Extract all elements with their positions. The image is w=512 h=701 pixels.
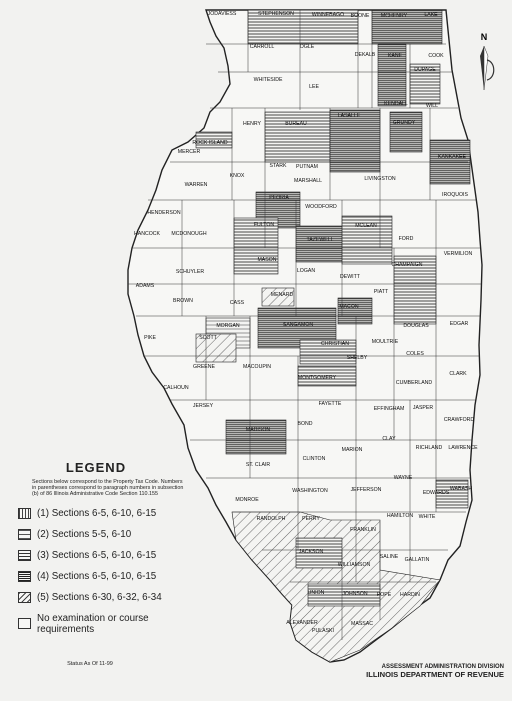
county-label-alexander: ALEXANDER: [286, 620, 318, 626]
county-label-madison: MADISON: [245, 427, 271, 433]
county-label-marshall: MARSHALL: [294, 178, 322, 184]
county-label-putnam: PUTNAM: [296, 164, 318, 170]
legend-item: [18, 571, 184, 582]
county-label-johnson: JOHNSON: [342, 591, 368, 597]
county-label-macoupin: MACOUPIN: [243, 364, 271, 370]
county-label-clark: CLARK: [449, 371, 467, 377]
county-label-henderson: HENDERSON: [147, 210, 181, 216]
county-label-union: UNION: [307, 590, 325, 596]
county-label-logan: LOGAN: [296, 268, 316, 274]
county-label-bond: BOND: [297, 421, 313, 427]
legend-item-label: No examination or course requirements: [37, 612, 149, 635]
county-label-coles: COLES: [406, 351, 424, 357]
county-label-crawford: CRAWFORD: [443, 417, 475, 423]
region-bureau: [265, 112, 330, 162]
legend-swatch: [18, 592, 31, 603]
county-label-clay: CLAY: [382, 436, 396, 442]
county-label-grundy: GRUNDY: [392, 120, 416, 126]
north-arrow-letter: N: [480, 32, 488, 42]
county-label-ogle: OGLE: [299, 44, 315, 50]
county-label-douglas: DOUGLAS: [403, 323, 429, 329]
county-label-schuyler: SCHUYLER: [175, 269, 205, 275]
county-label-iroquois: IROQUOIS: [442, 192, 468, 198]
county-label-lasalle: LASALLE: [337, 113, 361, 119]
county-label-effingham: EFFINGHAM: [373, 406, 405, 412]
county-label-jefferson: JEFFERSON: [350, 487, 382, 493]
county-label-st-clair: ST. CLAIR: [245, 462, 271, 468]
county-label-cook: COOK: [428, 53, 444, 59]
county-label-lake: LAKE: [424, 12, 438, 18]
legend: [8, 458, 184, 635]
legend-item: [18, 613, 184, 635]
county-label-ford: FORD: [398, 236, 414, 242]
county-label-hancock: HANCOCK: [134, 231, 160, 237]
region-grundy: [390, 112, 422, 152]
county-label-livingston: LIVINGSTON: [364, 176, 396, 182]
county-label-hamilton: HAMILTON: [386, 513, 414, 519]
county-label-moultrie: MOULTRIE: [371, 339, 399, 345]
county-label-perry: PERRY: [302, 516, 320, 522]
county-label-adams: ADAMS: [135, 283, 155, 289]
region-tazewell: [296, 226, 344, 262]
county-label-washington: WASHINGTON: [292, 488, 328, 494]
county-label-white: WHITE: [418, 514, 436, 520]
county-label-dupage: DUPAGE: [414, 67, 436, 73]
county-label-carroll: CARROLL: [249, 44, 275, 50]
region-madison: [226, 420, 286, 454]
county-label-pope: POPE: [376, 592, 392, 598]
county-label-edgar: EDGAR: [449, 321, 469, 327]
county-label-kane: KANE: [387, 53, 403, 59]
county-label-brown: BROWN: [173, 298, 193, 304]
county-label-jersey: JERSEY: [192, 403, 214, 409]
county-label-massac: MASSAC: [351, 621, 373, 627]
county-label-warren: WARREN: [184, 182, 208, 188]
credits: [334, 664, 504, 679]
county-label-champaign: CHAMPAIGN: [391, 262, 423, 268]
legend-item-label: (2) Sections 5-5, 6-10: [37, 528, 132, 540]
county-label-dewitt: DEWITT: [340, 274, 360, 280]
legend-note: Sections below correspond to the Property Tax Code. Numbers in parentheses correspond to paragraph numbers in subsection (b) of 86 Illinois Administrative Code Section 110.155: [32, 479, 184, 498]
county-label-shelby: SHELBY: [346, 355, 368, 361]
county-label-gallatin: GALLATIN: [404, 557, 430, 563]
county-label-bureau: BUREAU: [285, 121, 307, 127]
legend-item: [18, 529, 184, 540]
legend-item-label: (1) Sections 6-5, 6-10, 6-15: [37, 507, 157, 519]
legend-item: [18, 508, 184, 519]
county-label-scott: SCOTT: [199, 335, 217, 341]
county-label-mcdonough: MCDONOUGH: [171, 231, 207, 237]
county-label-greene: GREENE: [193, 364, 215, 370]
county-label-williamson: WILLIAMSON: [337, 562, 371, 568]
county-label-macon: MACON: [339, 304, 359, 310]
county-label-whiteside: WHITESIDE: [253, 77, 283, 83]
legend-items: [8, 508, 184, 635]
county-label-christian: CHRISTIAN: [321, 341, 349, 347]
county-label-richland: RICHLAND: [415, 445, 443, 451]
status-note: Status As Of 11-99: [67, 661, 113, 667]
county-label-edwards: EDWARDS: [422, 490, 450, 496]
county-label-vermilion: VERMILION: [443, 251, 473, 257]
legend-item-label: (4) Sections 6-5, 6-10, 6-15: [37, 570, 157, 582]
county-label-mclean: MCLEAN: [355, 223, 377, 229]
county-label-knox: KNOX: [229, 173, 245, 179]
county-label-woodford: WOODFORD: [305, 204, 337, 210]
county-label-menard: MENARD: [270, 292, 294, 298]
county-label-sangamon: SANGAMON: [282, 322, 314, 328]
county-label-will: WILL: [425, 103, 439, 109]
county-label-clinton: CLINTON: [302, 456, 326, 462]
county-label-franklin: FRANKLIN: [350, 527, 376, 533]
county-label-monroe: MONROE: [235, 497, 259, 503]
county-label-pulaski: PULASKI: [312, 628, 334, 634]
county-label-dekalb: DEKALB: [354, 52, 376, 58]
division-name: ASSESSMENT ADMINISTRATION DIVISION: [381, 664, 504, 670]
county-label-henry: HENRY: [242, 121, 262, 127]
county-label-jasper: JASPER: [412, 405, 434, 411]
legend-title: LEGEND: [65, 460, 127, 475]
legend-item-label: (5) Sections 6-30, 6-32, 6-34: [37, 591, 162, 603]
county-label-peoria: PEORIA: [269, 195, 289, 201]
county-label-morgan: MORGAN: [216, 323, 240, 329]
county-label-boone: BOONE: [350, 13, 370, 19]
county-label-wabash: WABASH: [449, 486, 473, 492]
county-label-rock-island: ROCK ISLAND: [192, 140, 228, 146]
legend-item-label: (3) Sections 6-5, 6-10, 6-15: [37, 549, 157, 561]
north-arrow: [480, 32, 494, 90]
legend-swatch: [18, 529, 31, 540]
county-label-fayette: FAYETTE: [318, 401, 342, 407]
region-lasalle: [330, 110, 380, 172]
legend-item: [18, 550, 184, 561]
department-name: ILLINOIS DEPARTMENT OF REVENUE: [366, 670, 504, 679]
legend-swatch: [18, 618, 31, 629]
county-label-mason: MASON: [257, 257, 277, 263]
county-label-pike: PIKE: [144, 335, 156, 341]
county-label-saline: SALINE: [379, 554, 399, 560]
county-label-calhoun: CALHOUN: [163, 385, 189, 391]
county-label-cass: CASS: [229, 300, 245, 306]
legend-swatch: [18, 550, 31, 561]
legend-swatch: [18, 571, 31, 582]
county-label-randolph: RANDOLPH: [256, 516, 286, 522]
county-label-fulton: FULTON: [253, 222, 275, 228]
county-label-jodaviess: JODAVIESS: [207, 11, 237, 17]
county-label-marion: MARION: [341, 447, 363, 453]
county-label-kankakee: KANKAKEE: [438, 154, 466, 160]
county-label-stephenson: STEPHENSON: [258, 11, 294, 17]
county-label-tazewell: TAZEWELL: [306, 237, 334, 243]
county-label-cumberland: CUMBERLAND: [395, 380, 433, 386]
county-label-winnebago: WINNEBAGO: [311, 12, 345, 18]
county-label-hardin: HARDIN: [400, 592, 420, 598]
legend-swatch: [18, 508, 31, 519]
county-label-lee: LEE: [309, 84, 319, 90]
county-label-kendall: KENDALL: [384, 101, 408, 107]
county-label-wayne: WAYNE: [393, 475, 413, 481]
county-label-jackson: JACKSON: [298, 549, 324, 555]
county-label-lawrence: LAWRENCE: [448, 445, 478, 451]
county-label-mercer: MERCER: [177, 149, 201, 155]
region-macon: [338, 298, 372, 324]
county-label-montgomery: MONTGOMERY: [297, 375, 337, 381]
legend-item: [18, 592, 184, 603]
county-label-stark: STARK: [269, 163, 287, 169]
county-label-mchenry: MCHENRY: [380, 13, 408, 19]
county-label-piatt: PIATT: [373, 289, 389, 295]
